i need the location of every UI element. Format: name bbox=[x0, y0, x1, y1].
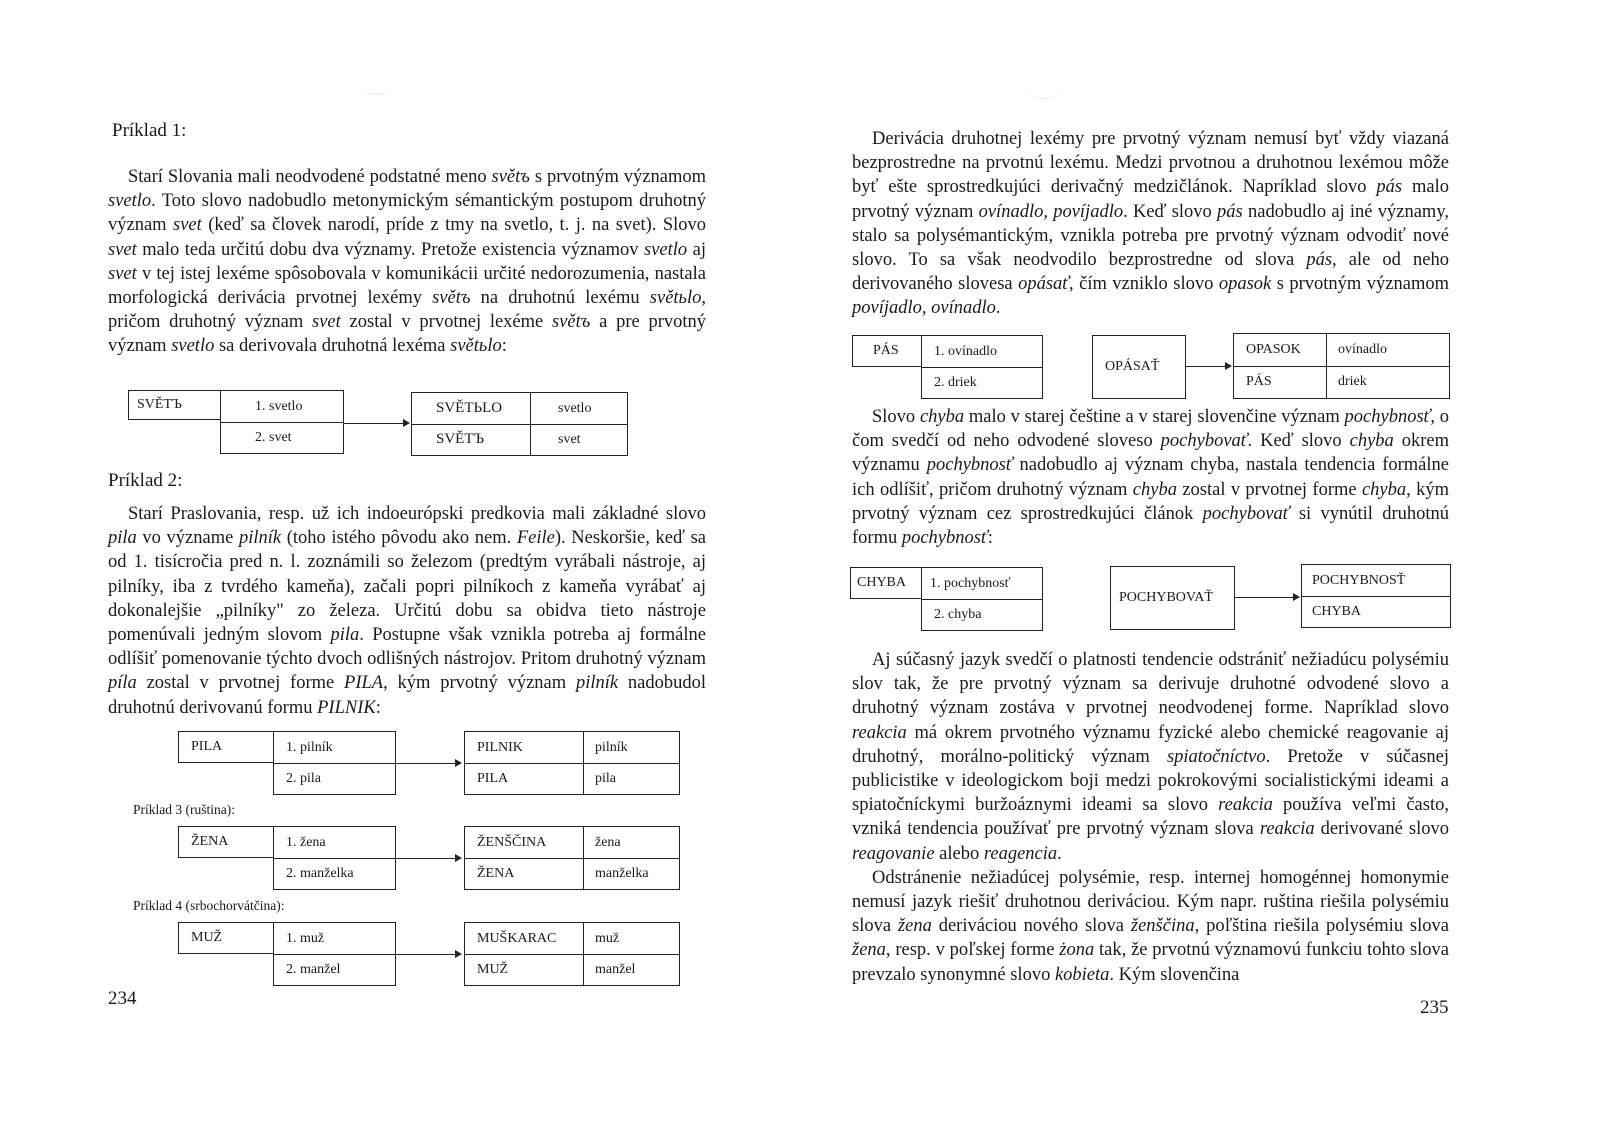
example1-label: Príklad 1: bbox=[112, 120, 187, 141]
diagram6-meanings-box bbox=[921, 567, 1043, 631]
diagram4-meaning-2: 2. manžel bbox=[286, 961, 341, 977]
paragraph-3 bbox=[852, 648, 1449, 987]
diagram5-meaning-2: 2. driek bbox=[934, 374, 977, 390]
diagram4-result-word-1: MUŠKARAC bbox=[477, 930, 557, 946]
example4-label: Príklad 4 (srbochorvátčina): bbox=[133, 898, 285, 913]
arrow-icon bbox=[1225, 362, 1232, 370]
diagram4-meaning-1: 1. muž bbox=[286, 930, 325, 946]
diagram1-left-word-box bbox=[128, 390, 221, 420]
example2-text: Starí Praslovania, resp. už ich indoeurópski predkovia mali základné slovo pila vo význame pilník (toho istého pôvodu ako nem. Feile). Neskoršie, keď sa od 1. tisícročia pred n. l. zoznámili so železom (predtým vyrábali nástroje, aj pilníky, iba z tvrdého kameňa), začali popri pilníkoch z kameňa vyrábať aj dokonalejšie „pilníky" zo železa. Určitú dobu sa obidva tieto nástroje pomenúvali jedným slovom pila. Postupne však vznikla potreba aj formálne odlíšiť pomenovanie týchto dvoch odlišných nástrojov. Pritom druhotný význam píla zostal v prvotnej forme PILA, kým prvotný význam pilník nadobudol druhotnú derivovanú formu PILNIK: bbox=[108, 504, 706, 718]
diagram2-left-word: PILA bbox=[191, 739, 223, 754]
arrow-line bbox=[396, 858, 456, 859]
arrow-line bbox=[396, 763, 456, 764]
arrow-line bbox=[396, 954, 456, 955]
diagram1-meaning-2: 2. svet bbox=[255, 429, 292, 445]
arrow-line bbox=[1235, 597, 1294, 598]
diagram3-result-box bbox=[464, 826, 680, 890]
diagram6-left-word: CHYBA bbox=[857, 575, 907, 590]
arrow-icon bbox=[455, 759, 462, 767]
paragraph-1-text: Derivácia druhotnej lexémy pre prvotný význam nemusí byť vždy viazaná bezprostredne na prvotnú lexému. Medzi prvotnou a druhotnou lexémou môže byť ešte sprostredkujúci derivačný medzičlánok. Napríklad slovo pás malo prvotný význam ovínadlo, povíjadlo. Keď slovo pás nadobudlo aj iné významy, stalo sa polysémantickým, vznikla potreba pre prvotný význam odvodiť nové slovo. To sa však neodvodilo bezprostredne od slova pás, ale od neho derivovaného slovesa opásať, čím vzniklo slovo opasok s prvotným významom povíjadlo, ovínadlo. bbox=[852, 129, 1449, 319]
diagram1-result-box bbox=[411, 392, 628, 456]
paragraph-2 bbox=[852, 405, 1449, 550]
diagram3-result-meaning-1: žena bbox=[595, 834, 621, 850]
arrow-icon bbox=[403, 419, 410, 427]
diagram1-left-word: SVĚTЪ bbox=[137, 397, 182, 412]
diagram5-middle-box bbox=[1092, 335, 1186, 399]
diagram4-result-meaning-2: manžel bbox=[595, 961, 636, 977]
diagram2-meaning-1: 1. pilník bbox=[286, 739, 333, 755]
example1-text: Starí Slovania mali neodvodené podstatné meno světъ s prvotným významom svetlo. Toto slovo nadobudlo metonymickým sémantickým postupom druhotný význam svet (keď sa človek narodí, príde z tmy na svetlo, t. j. na svet). Slovo svet malo teda určitú dobu dva významy. Pretože existencia významov svetlo aj svet v tej istej lexéme spôsobovala v komunikácii určité nedorozumenia, nastala morfologická derivácia prvotnej lexémy světъ na druhotnú lexému světьlo, pričom druhotný význam svet zostal v prvotnej lexéme světъ a pre prvotný význam svetlo sa derivovala druhotná lexéma světьlo: bbox=[108, 167, 707, 357]
diagram3-meaning-1: 1. žena bbox=[286, 834, 326, 850]
diagram6-left-word-box bbox=[850, 567, 922, 599]
diagram3-result-meaning-2: manželka bbox=[595, 865, 649, 881]
example2-label: Príklad 2: bbox=[108, 470, 183, 491]
paragraph-2-text: Slovo chyba malo v starej češtine a v starej slovenčine význam pochybnosť, o čom svedčí od neho odvodené sloveso pochybovať. Keď slovo chyba okrem významu pochybnosť nadobudlo aj význam chyba, nastala tendencia formálne ich odlíšiť, pričom druhotný význam chyba zostal v prvotnej forme chyba, kým prvotný význam cez sprostredkujúci článok pochybovať si vynútil druhotnú formu pochybnosť: bbox=[852, 407, 1450, 549]
diagram4-result-meaning-1: muž bbox=[595, 930, 620, 946]
example1-paragraph bbox=[108, 165, 706, 359]
diagram2-result-word-1: PILNIK bbox=[477, 739, 523, 755]
diagram4-meanings-box bbox=[273, 922, 396, 986]
diagram5-meanings-box bbox=[921, 335, 1043, 399]
arrow-icon bbox=[455, 950, 462, 958]
diagram6-meaning-1: 1. pochybnosť bbox=[930, 575, 1011, 591]
diagram5-middle-word: OPÁSAŤ bbox=[1105, 359, 1160, 374]
paragraph-3-text: Aj súčasný jazyk svedčí o platnosti tendencie odstrániť nežiadúcu polysémiu slov tak, že pre prvotný význam sa derivuje druhotné odvodené slovo a druhotný význam zostáva v prvotnej neodvodenej forme. Napríklad slovo reakcia má okrem prvotného významu fyzické alebo chemické reagovanie aj druhotný, morálno-politický význam spiatočníctvo. Pretože v súčasnej publicistike v ideologickom boji medzi pokrokovými socialistickými ideami a spiatočníckymi buržoáznymi ideami sa slovo reakcia používa veľmi často, vzniká tendencia používať pre prvotný význam slova reakcia derivované slovo reagovanie alebo reagencia. bbox=[852, 650, 1449, 864]
arrow-line bbox=[1186, 366, 1226, 367]
diagram5-meaning-1: 1. ovínadlo bbox=[934, 343, 997, 359]
diagram2-result-box bbox=[464, 731, 680, 795]
scan-smudge bbox=[360, 78, 394, 95]
diagram2-meanings-box bbox=[273, 731, 396, 795]
example3-label: Príklad 3 (ruština): bbox=[133, 802, 235, 817]
diagram6-middle-box bbox=[1110, 566, 1235, 630]
page-number: 234 bbox=[108, 988, 137, 1009]
diagram4-left-word: MUŽ bbox=[191, 930, 223, 945]
paragraph-1 bbox=[852, 127, 1449, 321]
diagram5-result-meaning-1: ovínadlo bbox=[1338, 342, 1387, 357]
diagram2-result-meaning-2: pila bbox=[595, 770, 616, 786]
example2-paragraph bbox=[108, 502, 706, 720]
diagram6-result-word-1: POCHYBNOSŤ bbox=[1312, 572, 1406, 588]
arrow-icon bbox=[455, 854, 462, 862]
diagram3-meaning-2: 2. manželka bbox=[286, 865, 354, 881]
diagram1-result-word-2: SVĚTЪ bbox=[436, 431, 485, 447]
diagram1-result-meaning-1: svetlo bbox=[558, 400, 592, 416]
diagram1-result-word-1: SVĚTЬLO bbox=[436, 400, 503, 416]
diagram6-result-box bbox=[1301, 564, 1451, 628]
diagram3-left-word-box bbox=[178, 826, 274, 858]
paragraph-4-text: Odstránenie nežiadúcej polysémie, resp. internej homogénnej homonymie nemusí jazyk riešiť druhotnou deriváciou. Kým napr. ruština riešila polysémiu slova žena deriváciou nového slova ženščina, poľština riešila polysémiu slova žena, resp. v poľskej forme żona tak, že prvotnú významovú funkciu tohto slova prevzalo synonymné slovo kobieta. Kým slovenčina bbox=[852, 867, 1449, 985]
diagram6-result-word-2: CHYBA bbox=[1312, 603, 1362, 619]
diagram3-result-word-1: ŽENŠČINA bbox=[477, 834, 547, 850]
diagram2-result-word-2: PILA bbox=[477, 770, 509, 786]
diagram5-result-word-1: OPASOK bbox=[1246, 342, 1301, 357]
diagram4-left-word-box bbox=[178, 922, 274, 954]
diagram1-result-meaning-2: svet bbox=[558, 431, 581, 447]
arrow-line bbox=[344, 423, 404, 424]
diagram1-meanings-box bbox=[220, 390, 344, 454]
diagram3-result-word-2: ŽENA bbox=[477, 865, 515, 881]
diagram5-left-word-box bbox=[852, 335, 922, 367]
diagram5-left-word: PÁS bbox=[873, 343, 899, 358]
page-number: 235 bbox=[1420, 997, 1449, 1018]
diagram3-left-word: ŽENA bbox=[191, 834, 229, 849]
diagram2-result-meaning-1: pilník bbox=[595, 739, 628, 755]
diagram3-meanings-box bbox=[273, 826, 396, 890]
diagram2-meaning-2: 2. pila bbox=[286, 770, 321, 786]
diagram5-result-meaning-2: driek bbox=[1338, 374, 1367, 389]
right-page bbox=[800, 0, 1600, 1133]
diagram2-left-word-box bbox=[178, 731, 274, 763]
diagram5-result-box bbox=[1233, 333, 1450, 399]
diagram4-result-word-2: MUŽ bbox=[477, 961, 509, 977]
diagram5-result-word-2: PÁS bbox=[1246, 374, 1272, 389]
arrow-icon bbox=[1293, 593, 1300, 601]
diagram6-meaning-2: 2. chyba bbox=[934, 606, 982, 622]
diagram4-result-box bbox=[464, 922, 680, 986]
diagram1-meaning-1: 1. svetlo bbox=[255, 398, 303, 414]
diagram6-middle-word: POCHYBOVAŤ bbox=[1119, 590, 1213, 605]
scan-smudge bbox=[1028, 82, 1062, 99]
